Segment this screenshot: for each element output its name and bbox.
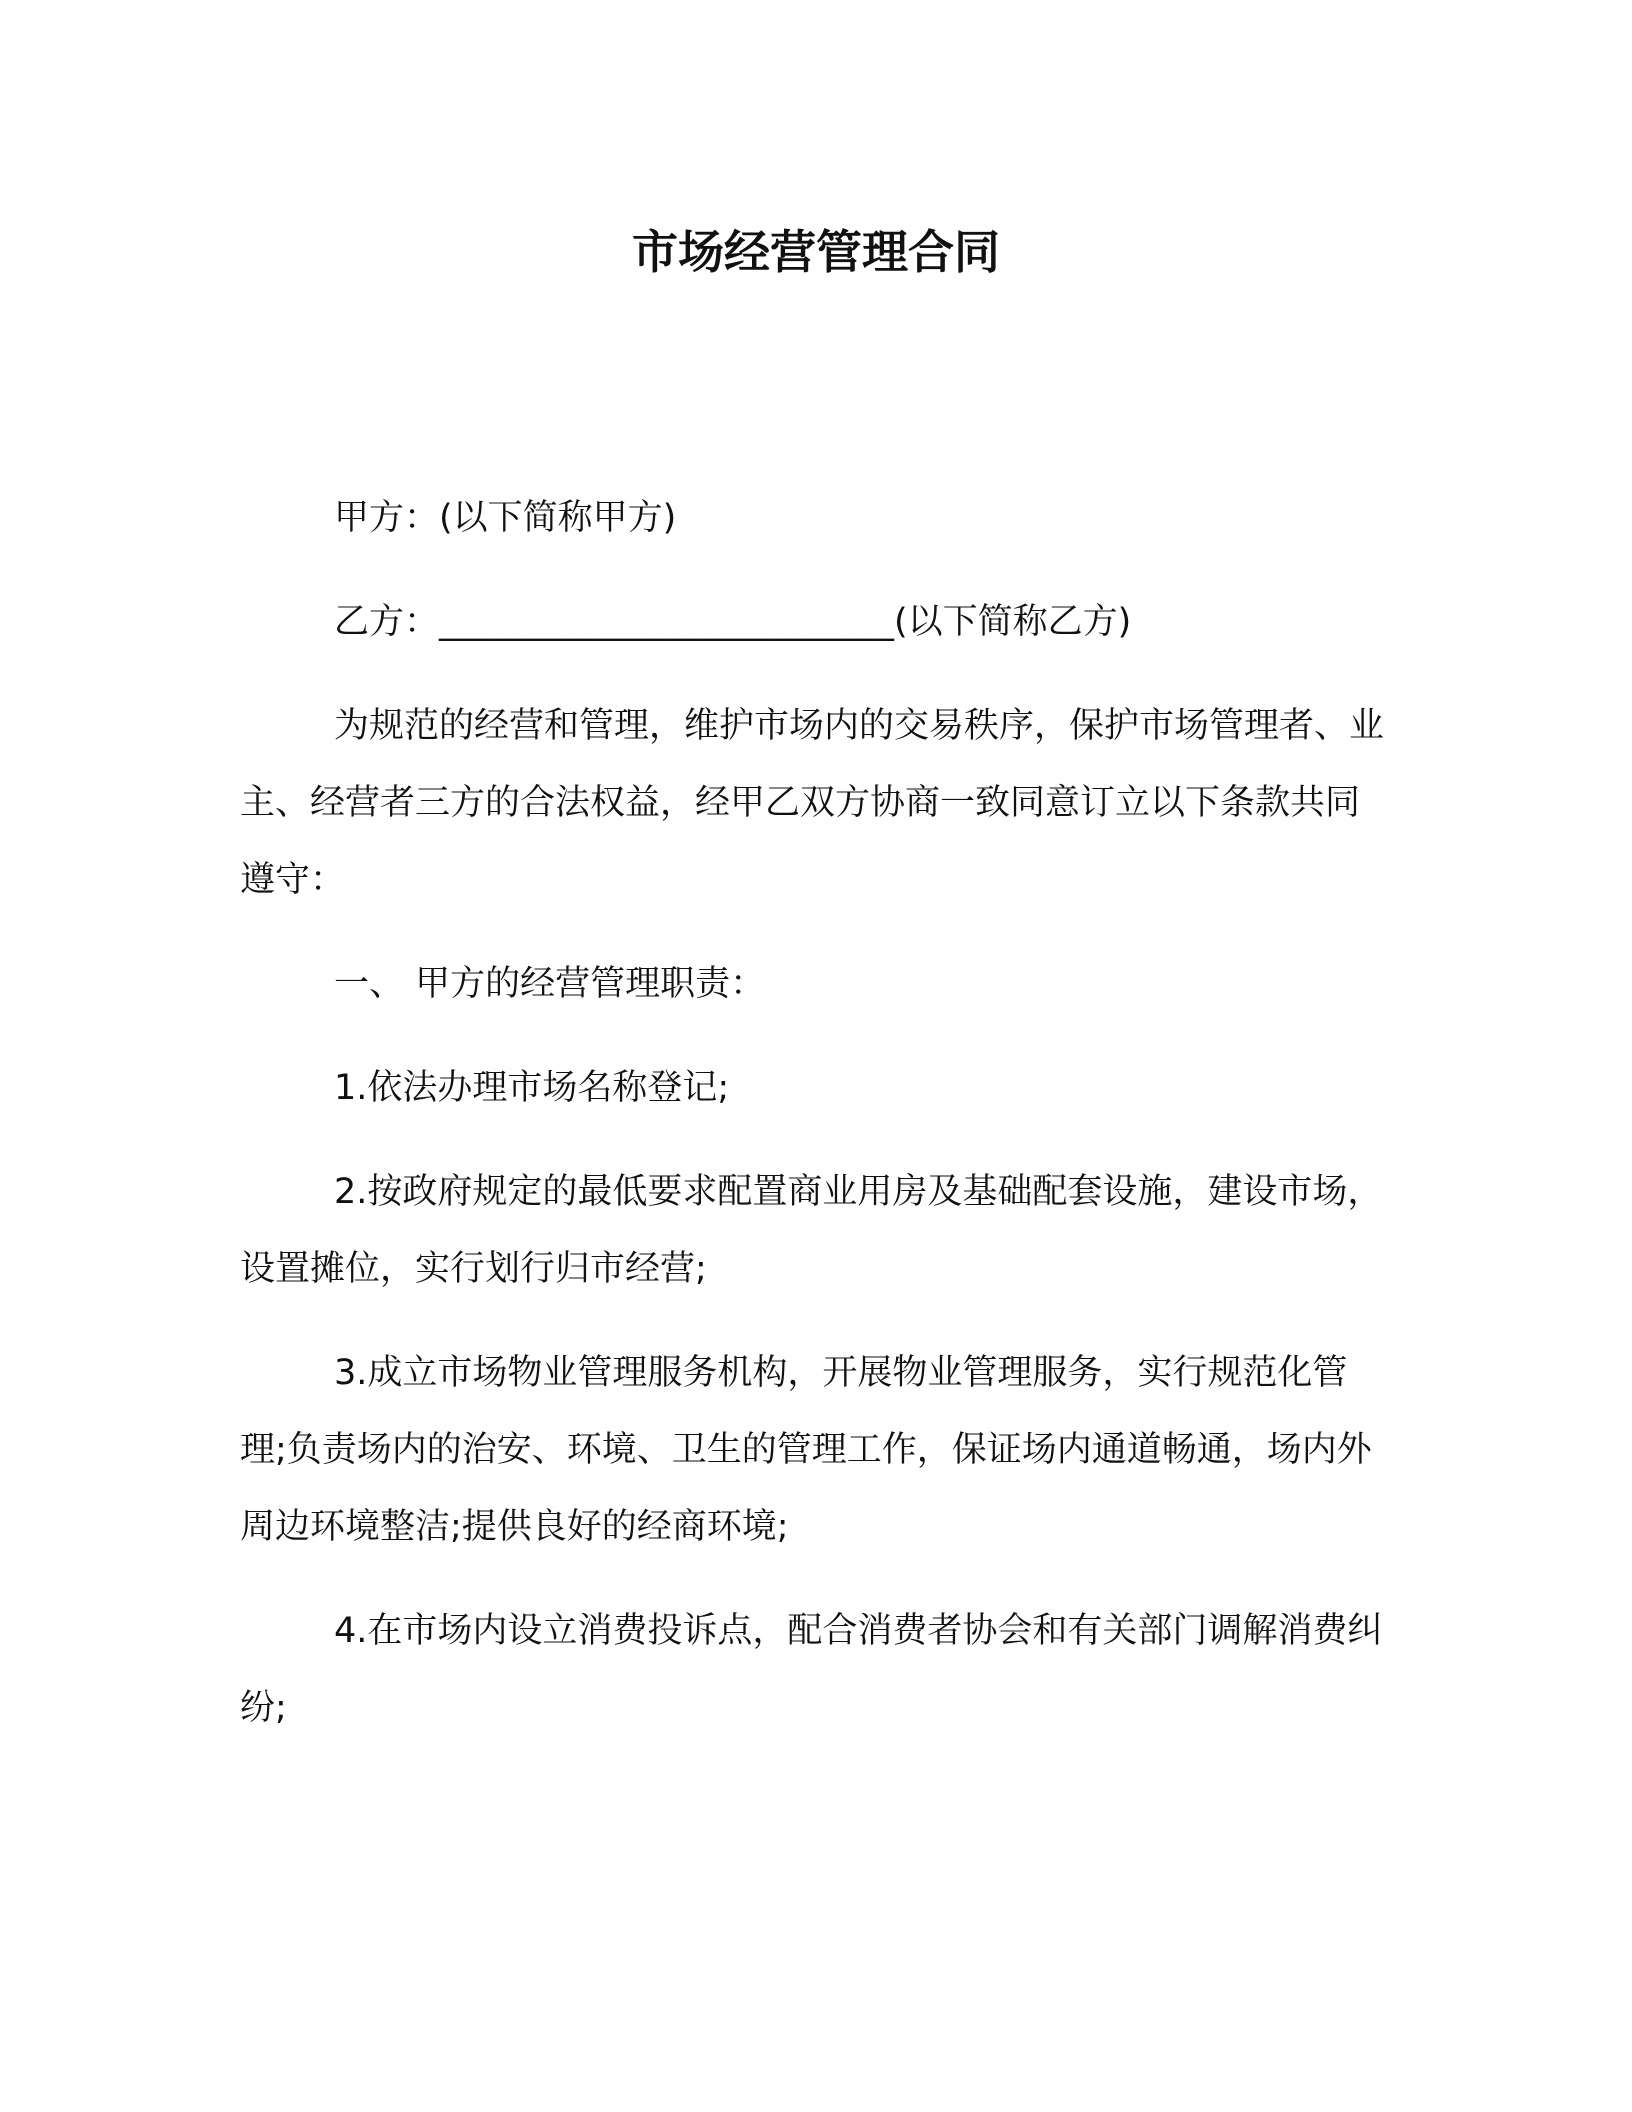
- preamble-paragraph: 为规范的经营和管理，维护市场内的交易秩序，保护市场管理者、业主、经营者三方的合法权益，经甲乙双方协商一致同意订立以下条款共同遵守：: [240, 706, 1385, 900]
- clause-item: 1.依法办理市场名称登记;: [334, 1068, 730, 1108]
- party-b-line: 乙方：__________________________(以下简称乙方): [334, 602, 1132, 642]
- section-heading: 一、 甲方的经营管理职责：: [334, 964, 766, 1004]
- clause-item: 2.按政府规定的最低要求配置商业用房及基础配套设施，建设市场，设置摊位，实行划行归市经营;: [240, 1172, 1383, 1289]
- document-title: 市场经营管理合同: [632, 225, 1000, 279]
- clause-item: 4.在市场内设立消费投诉点，配合消费者协会和有关部门调解消费纠纷;: [240, 1611, 1383, 1728]
- party-a-line: 甲方：(以下简称甲方): [334, 498, 677, 538]
- clause-item: 3.成立市场物业管理服务机构，开展物业管理服务，实行规范化管理;负责场内的治安、环境、卫生的管理工作，保证场内通道畅通，场内外周边环境整洁;提供良好的经商环境;: [240, 1353, 1372, 1547]
